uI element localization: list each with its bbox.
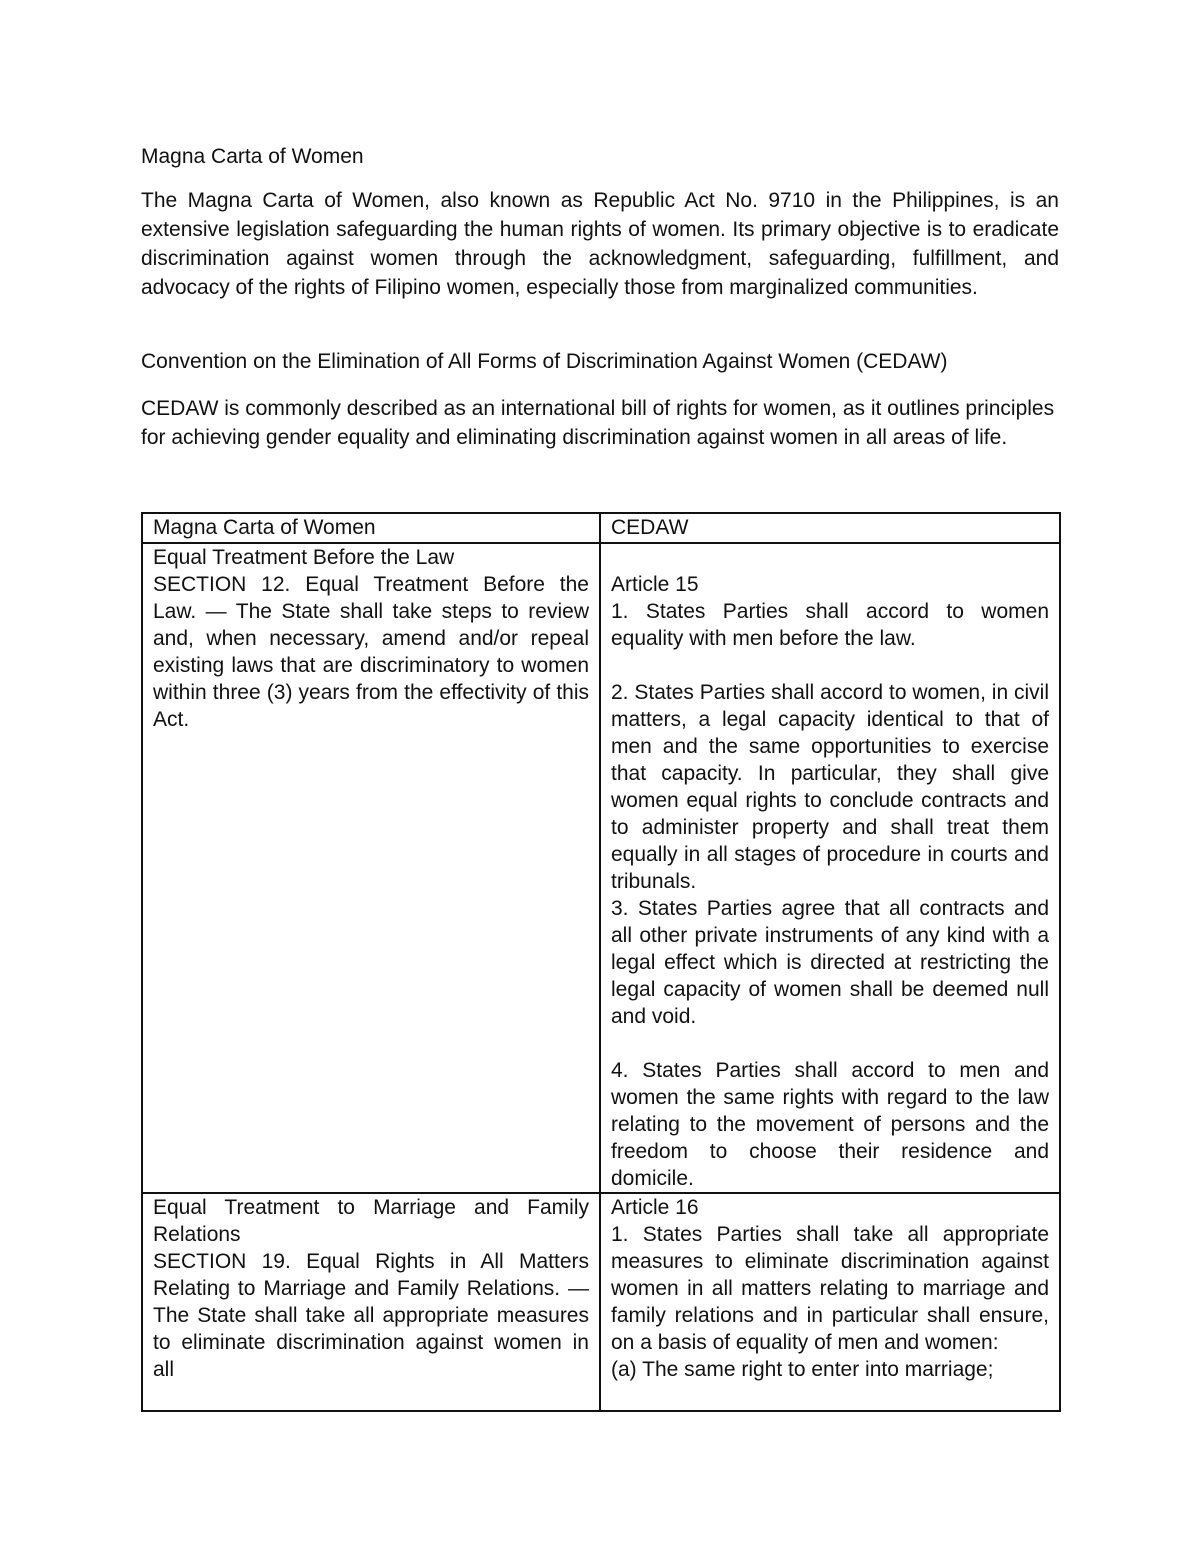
intro-paragraph: The Magna Carta of Women, also known as Republic Act No. 9710 in the Philippines, is an extensive legislation safeguarding the human rights of women. Its primary objective is to eradicate discrimination against women through the acknowledgment, safeguarding, fulfillment, and advocacy of the rights of Filipino women, especially those from marginalized communities. bbox=[141, 189, 1059, 299]
table-row bbox=[142, 1193, 1060, 1411]
table-header-cedaw: CEDAW bbox=[600, 513, 1060, 543]
article-item: (a) The same right to enter into marriage; bbox=[611, 1358, 994, 1381]
article-item: 3. States Parties agree that all contracts and all other private instruments of any kind with a legal effect which is directed at restricting the legal capacity of women shall be deemed null and void. bbox=[611, 897, 1049, 1028]
article-heading: Article 15 bbox=[611, 573, 699, 596]
table-header-row bbox=[142, 513, 1060, 543]
section-heading: Equal Treatment Before the Law bbox=[153, 546, 455, 569]
cedaw-heading: Convention on the Elimination of All Forms of Discrimination Against Women (CEDAW) bbox=[141, 350, 948, 373]
magna-carta-cell bbox=[142, 1193, 600, 1411]
spacer bbox=[611, 1030, 1049, 1057]
cedaw-paragraph: CEDAW is commonly described as an international bill of rights for women, as it outlines principles for achieving gender equality and eliminating discrimination against women in all areas of life. bbox=[141, 397, 1055, 449]
cedaw-cell bbox=[600, 1193, 1060, 1411]
table-header-magna-carta: Magna Carta of Women bbox=[142, 513, 600, 543]
article-item: 2. States Parties shall accord to women, in civil matters, a legal capacity identical to that of men and the same opportunities to exercise that capacity. In particular, they shall give women equal rights to conclude contracts and to administer property and shall treat them equally in all stages of procedure in courts and tribunals. bbox=[611, 681, 1049, 893]
article-item: 4. States Parties shall accord to men and women the same rights with regard to the law relating to the movement of persons and the freedom to choose their residence and domicile. bbox=[611, 1059, 1049, 1190]
document-title: Magna Carta of Women bbox=[141, 145, 364, 168]
spacer bbox=[611, 652, 1049, 679]
section-heading: Equal Treatment to Marriage and Family Relations bbox=[153, 1196, 589, 1246]
article-item: 1. States Parties shall take all appropriate measures to eliminate discrimination against women in all matters relating to marriage and family relations and in particular shall ensure, on a basis of equality of men and women: bbox=[611, 1223, 1049, 1354]
article-heading: Article 16 bbox=[611, 1196, 699, 1219]
magna-carta-cell bbox=[142, 543, 600, 1193]
comparison-table bbox=[141, 512, 1061, 1412]
section-text: SECTION 12. Equal Treatment Before the Law. — The State shall take steps to review and, when necessary, amend and/or repeal existing laws that are discriminatory to women within three (3) years from the effectivity of this Act. bbox=[153, 573, 589, 731]
article-item: 1. States Parties shall accord to women equality with men before the law. bbox=[611, 600, 1049, 650]
section-text: SECTION 19. Equal Rights in All Matters Relating to Marriage and Family Relations. — The State shall take all appropriate measures to eliminate discrimination against women in all bbox=[153, 1250, 589, 1381]
table-row bbox=[142, 543, 1060, 1193]
cedaw-cell bbox=[600, 543, 1060, 1193]
